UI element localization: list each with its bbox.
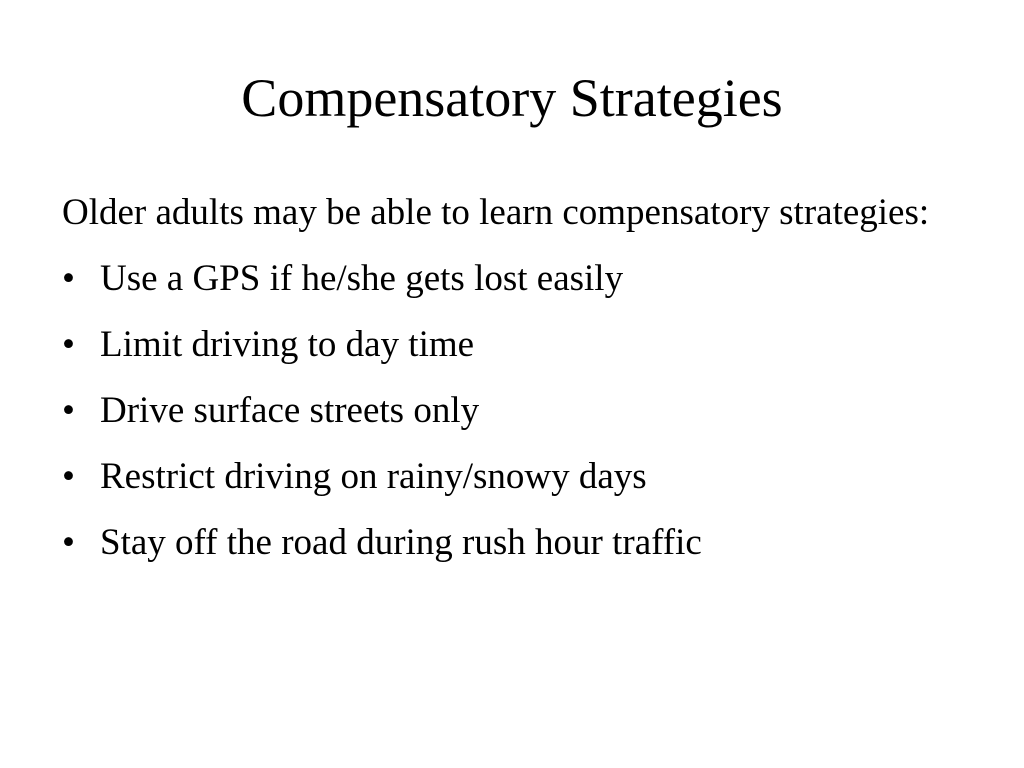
bullet-icon: • [62,324,75,365]
slide-title: Compensatory Strategies [241,68,783,128]
bullet-item [62,455,962,499]
bullet-item [62,389,962,433]
bullet-item [62,521,962,565]
bullet-icon: • [62,390,75,431]
bullet-item [62,257,962,301]
bullet-list [62,257,962,565]
bullet-icon: • [62,258,75,299]
bullet-icon: • [62,522,75,563]
bullet-text: Limit driving to day time [100,324,475,365]
intro-text: Older adults may be able to learn compensatory strategies: [62,192,930,233]
bullet-text: Use a GPS if he/she gets lost easily [100,258,624,299]
bullet-item [62,323,962,367]
slide-body [62,191,962,587]
bullet-text: Restrict driving on rainy/snowy days [100,456,647,497]
bullet-icon: • [62,456,75,497]
bullet-text: Stay off the road during rush hour traffic [100,522,702,563]
bullet-text: Drive surface streets only [100,390,480,431]
